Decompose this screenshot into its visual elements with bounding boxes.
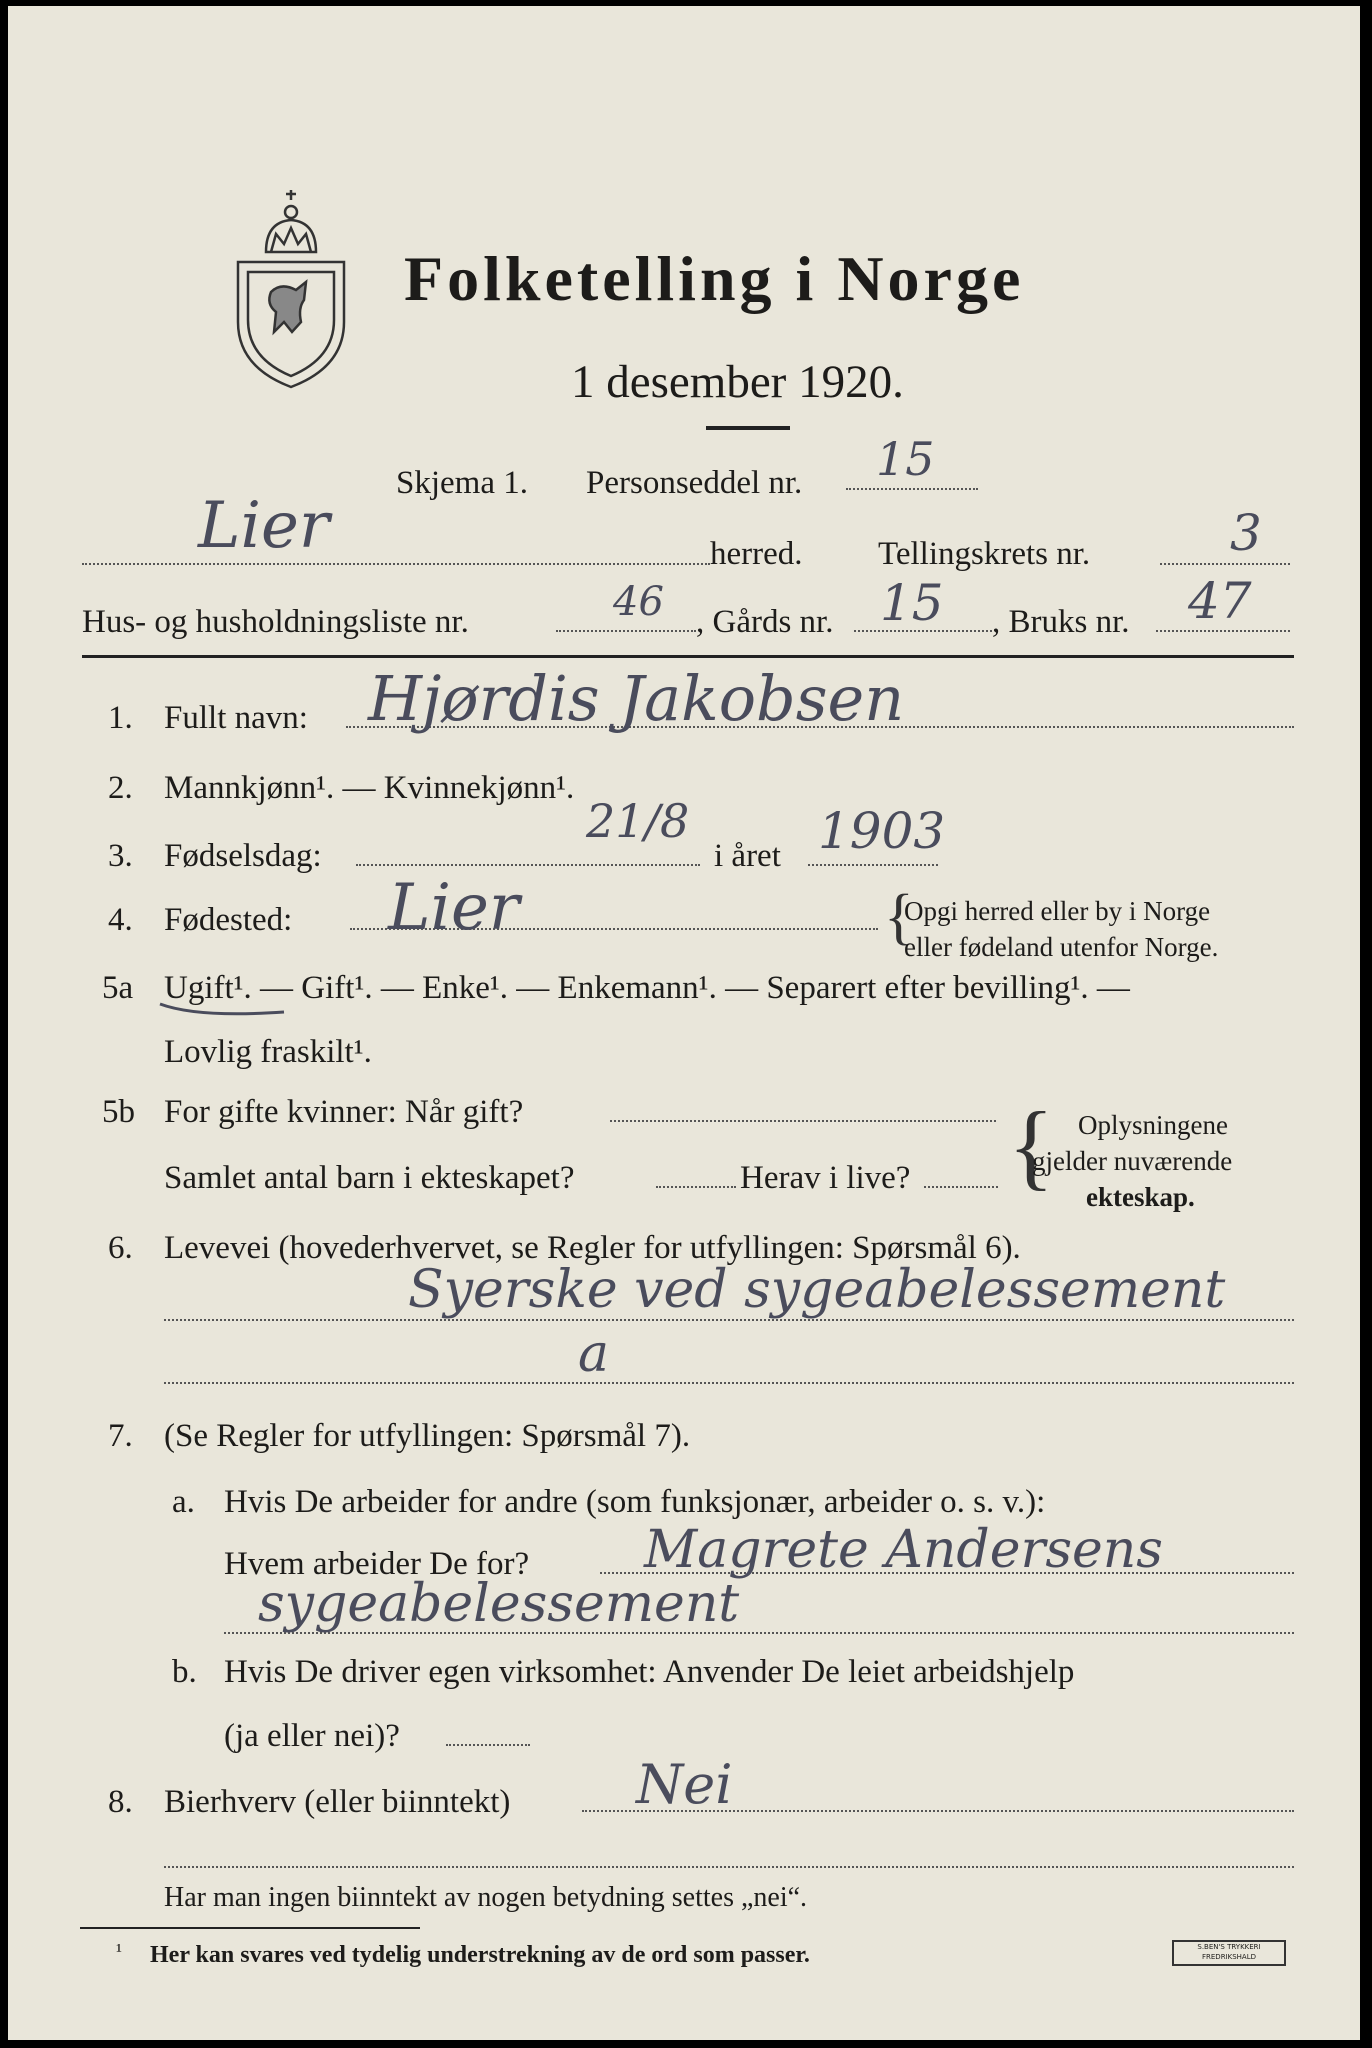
q7b-line [446, 1744, 530, 1746]
ugift-underline [158, 1000, 288, 1020]
title-divider [706, 426, 790, 430]
married-when-line [610, 1120, 996, 1122]
skjema-label: Skjema 1. [396, 465, 528, 501]
q7b-label: Hvis De driver egen virksomhet: Anvender De leiet arbeidshjelp [224, 1654, 1075, 1690]
q6-label: Levevei (hovederhvervet, se Regler for utfyllingen: Spørsmål 6). [164, 1230, 1021, 1266]
q7-number: 7. [108, 1418, 133, 1454]
year-line [808, 864, 938, 866]
footnote-mark: ¹ [116, 1940, 122, 1962]
bruks-value[interactable]: 47 [1188, 572, 1252, 630]
q6-number: 6. [108, 1230, 133, 1266]
tellingskrets-value[interactable]: 3 [1230, 504, 1262, 562]
hus-value[interactable]: 46 [613, 579, 664, 625]
herred-label: herred. [710, 536, 803, 572]
q3-label: Fødselsdag: [164, 838, 322, 874]
birthday-line [356, 864, 700, 866]
marital-status-options[interactable]: Ugift¹. — Gift¹. — Enke¹. — Enkemann¹. — Separert efter bevilling¹. — [164, 970, 1130, 1006]
q7b-yesno-label: (ja eller nei)? [224, 1718, 400, 1754]
bruks-line [1156, 630, 1290, 632]
footnote-divider [80, 1927, 420, 1929]
q5b-brace: { [1008, 1092, 1055, 1199]
q5b-alive-label: Herav i live? [740, 1160, 911, 1196]
header-divider [82, 655, 1294, 658]
form-title: Folketelling i Norge [404, 243, 1025, 314]
q5b-note-line3: ekteskap. [1086, 1182, 1195, 1212]
q4-note-line2: eller fødeland utenfor Norge. [904, 932, 1219, 962]
q7-label: (Se Regler for utfyllingen: Spørsmål 7). [164, 1418, 691, 1454]
q1-label: Fullt navn: [164, 700, 308, 736]
q4-brace: { [884, 883, 914, 951]
gards-value[interactable]: 15 [880, 574, 944, 632]
birthplace-value[interactable]: Lier [388, 871, 520, 945]
occupation-line-2 [164, 1382, 1294, 1384]
herred-value[interactable]: Lier [198, 489, 330, 563]
q5a-number: 5a [102, 970, 134, 1006]
full-name-value[interactable]: Hjørdis Jakobsen [368, 662, 905, 735]
q1-number: 1. [108, 700, 133, 736]
hus-line [556, 630, 696, 632]
birthday-value[interactable]: 21/8 [586, 794, 690, 848]
personseddel-line [846, 488, 978, 490]
year-label: i året [714, 838, 781, 874]
personseddel-value[interactable]: 15 [876, 432, 935, 486]
herred-line [82, 563, 710, 565]
q7a-label: Hvis De arbeider for andre (som funksjonær, arbeider o. s. v.): [224, 1484, 1046, 1520]
q5b-children-label: Samlet antal barn i ekteskapet? [164, 1160, 575, 1196]
personseddel-label: Personseddel nr. [586, 465, 803, 501]
q7b-letter: b. [172, 1654, 197, 1690]
tellingskrets-line [1160, 563, 1290, 565]
q7a-employer-label: Hvem arbeider De for? [224, 1546, 530, 1582]
hus-label: Hus- og husholdningsliste nr. [82, 604, 469, 640]
children-line [656, 1186, 736, 1188]
gender-options[interactable]: Mannkjønn¹. — Kvinnekjønn¹. [164, 770, 575, 806]
q5b-number: 5b [102, 1094, 135, 1130]
bruks-label: , Bruks nr. [992, 604, 1130, 640]
q4-note-line1: Opgi herred eller by i Norge [904, 896, 1211, 926]
q3-number: 3. [108, 838, 133, 874]
q7a-letter: a. [172, 1484, 195, 1520]
employer-value-2[interactable]: sygeabelessement [258, 1574, 740, 1634]
q4-label: Fødested: [164, 902, 293, 938]
alive-line [924, 1186, 998, 1188]
q5b-note-line2: gjelder nuværende [1032, 1146, 1233, 1176]
q8-number: 8. [108, 1784, 133, 1820]
gards-label: , Gårds nr. [696, 604, 834, 640]
employer-value-1[interactable]: Magrete Andersens [644, 1520, 1163, 1580]
q2-number: 2. [108, 770, 133, 806]
printer-stamp: S.BEN'S TRYKKERI FREDRIKSHALD [1172, 1940, 1286, 1966]
census-date: 1 desember 1920. [571, 356, 904, 408]
census-form-page [8, 6, 1360, 2040]
occupation-value-1[interactable]: Syerske ved sygeabelessement [408, 1260, 1226, 1320]
q5b-label: For gifte kvinner: Når gift? [164, 1094, 524, 1130]
side-income-value[interactable]: Nei [636, 1753, 733, 1816]
q4-number: 4. [108, 902, 133, 938]
footer-note: Har man ingen biinntekt av nogen betydning settes „nei“. [164, 1882, 808, 1913]
side-income-line-2 [164, 1866, 1294, 1868]
q5b-note-line1: Oplysningene [1078, 1110, 1228, 1140]
q8-label: Bierhverv (eller biinntekt) [164, 1784, 511, 1820]
tellingskrets-label: Tellingskrets nr. [878, 536, 1091, 572]
footnote-text: Her kan svares ved tydelig understrekning av de ord som passer. [150, 1942, 810, 1968]
occupation-value-2[interactable]: a [578, 1324, 610, 1384]
coat-of-arms-icon [226, 182, 356, 392]
birth-year-value[interactable]: 1903 [818, 802, 946, 860]
divorced-option[interactable]: Lovlig fraskilt¹. [164, 1034, 372, 1070]
